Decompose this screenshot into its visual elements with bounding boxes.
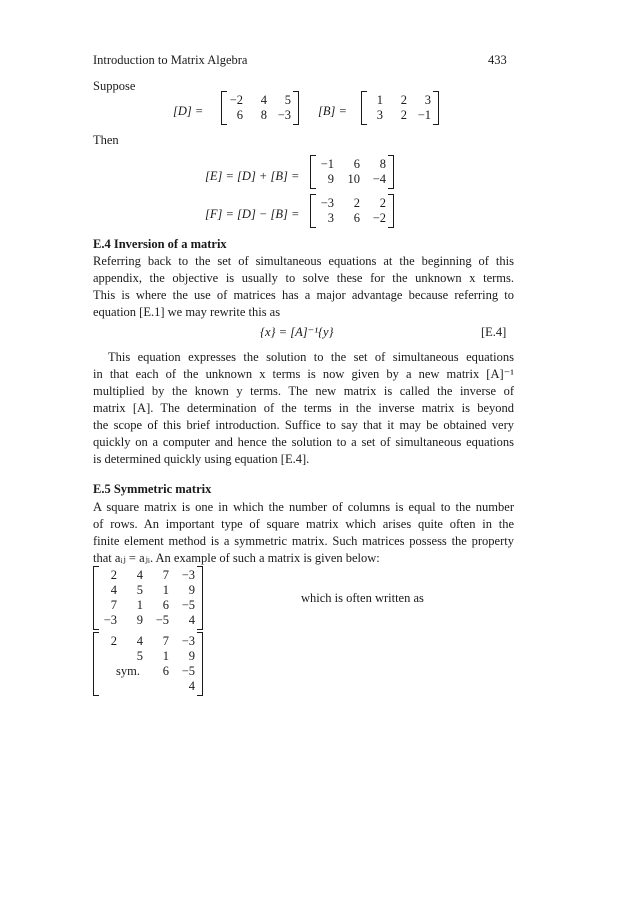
matrix-cell: 2 bbox=[400, 108, 407, 122]
matrix-cell: 4 bbox=[110, 583, 117, 597]
matrix-cell: 7 bbox=[162, 634, 169, 648]
matrix-cell: 5 bbox=[136, 583, 143, 597]
symmetric-matrix-upper bbox=[93, 632, 203, 696]
matrix-row bbox=[101, 649, 195, 664]
matrix-row bbox=[101, 613, 195, 628]
matrix-row bbox=[318, 211, 386, 226]
matrix-cell: 4 bbox=[260, 93, 267, 107]
matrix-cell: 3 bbox=[376, 108, 383, 122]
matrix-row bbox=[318, 196, 386, 211]
right-bracket bbox=[388, 194, 394, 228]
text-line: that aᵢⱼ = aⱼᵢ. An example of such a matrix is given below: bbox=[93, 551, 380, 565]
text-line: of rows. An important type of square matrix which arises quite often in the bbox=[93, 517, 514, 531]
matrix-cell: 3 bbox=[327, 211, 334, 225]
matrix-cell: −3 bbox=[320, 196, 334, 210]
matrix-cell: 8 bbox=[379, 157, 386, 171]
matrix-cell: −2 bbox=[229, 93, 243, 107]
left-bracket bbox=[310, 155, 316, 189]
text-line: This equation expresses the solution to the set of simultaneous equations bbox=[108, 350, 514, 364]
matrix-cell: 3 bbox=[424, 93, 431, 107]
matrix-cell: 6 bbox=[236, 108, 243, 122]
matrix-d-label: [D] = bbox=[173, 104, 204, 118]
matrix-row bbox=[101, 568, 195, 583]
matrix-cell: 5 bbox=[284, 93, 291, 107]
text-line: Referring back to the set of simultaneous equations at the beginning of this bbox=[93, 254, 514, 268]
matrix-e bbox=[310, 155, 394, 189]
matrix-cell: 4 bbox=[136, 634, 143, 648]
right-bracket bbox=[388, 155, 394, 189]
matrix-cell: 2 bbox=[400, 93, 407, 107]
matrix-d bbox=[221, 91, 299, 125]
matrix-row bbox=[229, 93, 291, 108]
matrix-cell: 6 bbox=[353, 157, 360, 171]
matrix-cell bbox=[117, 679, 143, 694]
matrix-row bbox=[101, 598, 195, 613]
section-heading-e4: E.4 Inversion of a matrix bbox=[93, 237, 227, 251]
then-label: Then bbox=[93, 133, 119, 147]
matrix-row bbox=[229, 108, 291, 123]
text-line: multiplied by the known y terms. The new matrix is called the inverse of bbox=[93, 384, 514, 398]
matrix-cell: 1 bbox=[162, 583, 169, 597]
left-bracket bbox=[93, 632, 99, 696]
matrix-cell: −3 bbox=[181, 634, 195, 648]
matrix-cell: −3 bbox=[181, 568, 195, 582]
matrix-cell bbox=[101, 679, 117, 694]
matrix-cell: 6 bbox=[353, 211, 360, 225]
suppose-label: Suppose bbox=[93, 79, 136, 93]
matrix-row bbox=[318, 172, 386, 187]
matrix-cell: 2 bbox=[379, 196, 386, 210]
matrix-f-label: [F] = [D] − [B] = bbox=[205, 207, 300, 221]
matrix-cell: −3 bbox=[103, 613, 117, 627]
matrix-cell: 1 bbox=[162, 649, 169, 663]
text-line: quickly on a computer and hence the solution to a set of simultaneous equations bbox=[93, 435, 514, 449]
matrix-cell bbox=[101, 649, 117, 664]
matrix-cell: 7 bbox=[110, 598, 117, 612]
matrix-cell: −2 bbox=[372, 211, 386, 225]
right-bracket bbox=[197, 632, 203, 696]
matrix-cell: 6 bbox=[162, 598, 169, 612]
matrix-cell: 2 bbox=[110, 568, 117, 582]
left-bracket bbox=[361, 91, 367, 125]
matrix-cell: 1 bbox=[136, 598, 143, 612]
matrix-cell: −1 bbox=[417, 108, 431, 122]
matrix-cell: −4 bbox=[372, 172, 386, 186]
matrix-row bbox=[318, 157, 386, 172]
matrix-row bbox=[369, 93, 431, 108]
matrix-cell: 9 bbox=[188, 583, 195, 597]
left-bracket bbox=[93, 566, 99, 630]
page-number: 433 bbox=[488, 53, 507, 67]
section-heading-e5: E.5 Symmetric matrix bbox=[93, 482, 212, 496]
text-line: in that each of the unknown x terms is now given by a new matrix [A]⁻¹ bbox=[93, 367, 514, 381]
right-bracket bbox=[433, 91, 439, 125]
matrix-row bbox=[101, 583, 195, 598]
text-line: appendix, the objective is usually to solve these for the unknown x terms. bbox=[93, 271, 514, 285]
matrix-row bbox=[101, 679, 195, 694]
matrix-cell: 1 bbox=[376, 93, 383, 107]
matrix-cell: 10 bbox=[347, 172, 360, 186]
matrix-cell bbox=[101, 664, 117, 679]
matrix-b-label: [B] = bbox=[318, 104, 347, 118]
matrix-cell: −1 bbox=[320, 157, 334, 171]
e5-paragraph bbox=[93, 499, 514, 567]
text-line: finite element method is a symmetric matrix. Such matrices possess the property bbox=[93, 534, 514, 548]
matrix-cell: 7 bbox=[162, 568, 169, 582]
matrix-row bbox=[101, 634, 195, 649]
matrix-cell bbox=[143, 679, 169, 694]
equation-e4: {x} = [A]⁻¹{y} bbox=[260, 325, 334, 339]
matrix-cell: 4 bbox=[188, 613, 195, 627]
text-line: This is where the use of matrices has a major advantage because referring to bbox=[93, 288, 514, 302]
matrix-cell: 4 bbox=[188, 679, 195, 693]
left-bracket bbox=[221, 91, 227, 125]
text-line: equation [E.1] we may rewrite this as bbox=[93, 305, 281, 319]
right-bracket bbox=[197, 566, 203, 630]
running-title: Introduction to Matrix Algebra bbox=[93, 53, 248, 67]
e4-paragraph-1 bbox=[93, 253, 514, 321]
matrix-row bbox=[369, 108, 431, 123]
text-line: is determined quickly using equation [E.4]. bbox=[93, 452, 310, 466]
matrix-f bbox=[310, 194, 394, 228]
symmetric-matrix-full bbox=[93, 566, 203, 630]
matrix-e-label: [E] = [D] + [B] = bbox=[205, 169, 300, 183]
matrix-cell: −5 bbox=[181, 598, 195, 612]
matrix-cell: 2 bbox=[110, 634, 117, 648]
matrix-cell: −3 bbox=[277, 108, 291, 122]
matrix-cell: 6 bbox=[162, 664, 169, 678]
text-line: the scope of this brief introduction. Suffice to say that it may be obtained very bbox=[93, 418, 514, 432]
matrix-cell: 9 bbox=[327, 172, 334, 186]
left-bracket bbox=[310, 194, 316, 228]
matrix-cell: 9 bbox=[188, 649, 195, 663]
equation-number-e4: [E.4] bbox=[481, 325, 507, 339]
matrix-b bbox=[361, 91, 439, 125]
matrix-cell: 8 bbox=[260, 108, 267, 122]
text-line: matrix [A]. The determination of the terms in the inverse matrix is beyond bbox=[93, 401, 514, 415]
matrix-cell: 9 bbox=[136, 613, 143, 627]
matrix-cell: 2 bbox=[353, 196, 360, 210]
often-written-label: which is often written as bbox=[301, 591, 424, 605]
sym-label: sym. bbox=[116, 664, 140, 678]
right-bracket bbox=[293, 91, 299, 125]
matrix-cell: −5 bbox=[181, 664, 195, 678]
e4-paragraph-2 bbox=[93, 349, 514, 468]
text-line: A square matrix is one in which the number of columns is equal to the number bbox=[93, 500, 514, 514]
matrix-cell: −5 bbox=[155, 613, 169, 627]
matrix-cell: 4 bbox=[136, 568, 143, 582]
matrix-cell: 5 bbox=[136, 649, 143, 663]
